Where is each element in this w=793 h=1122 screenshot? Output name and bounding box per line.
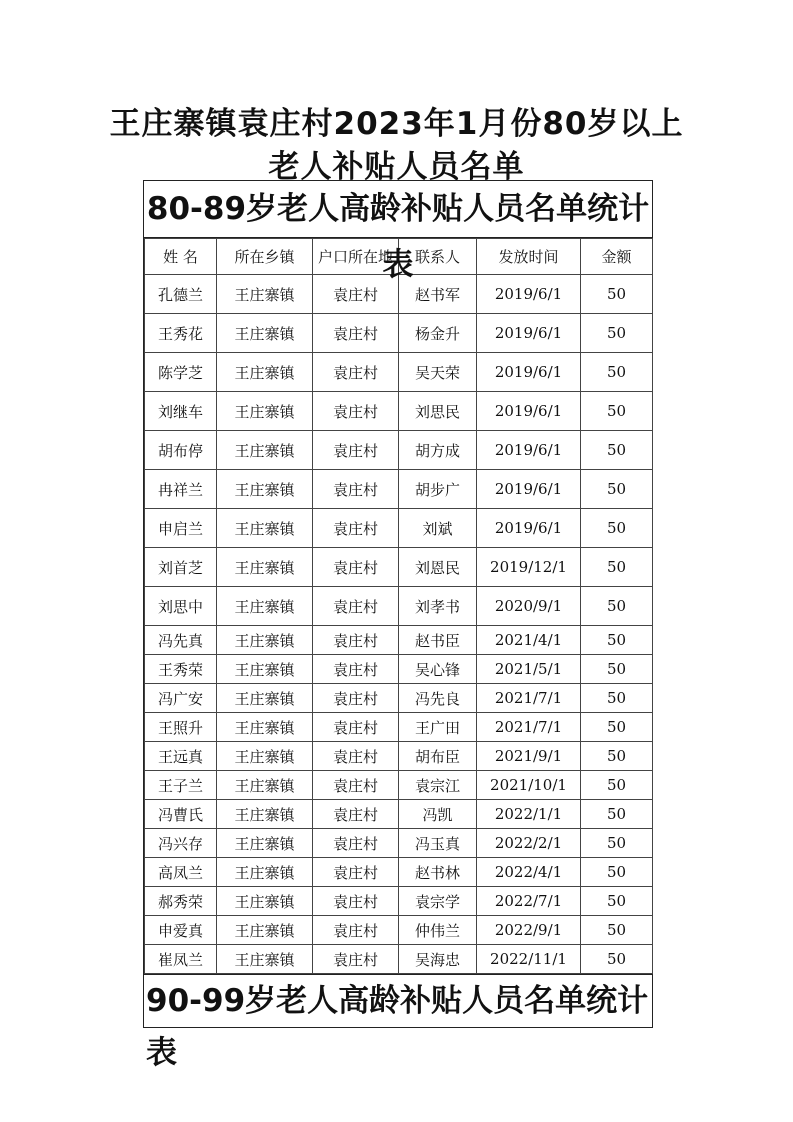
cell-residence: 袁庄村 [313, 509, 399, 548]
cell-issue-date: 2021/4/1 [477, 626, 581, 655]
header-township: 所在乡镇 [217, 239, 313, 275]
cell-contact: 刘思民 [399, 392, 477, 431]
cell-name: 崔凤兰 [145, 945, 217, 974]
cell-name: 高凤兰 [145, 858, 217, 887]
table-row [145, 742, 653, 771]
cell-contact: 刘恩民 [399, 548, 477, 587]
table-row [145, 470, 653, 509]
table-row [145, 858, 653, 887]
cell-residence: 袁庄村 [313, 945, 399, 974]
cell-residence: 袁庄村 [313, 858, 399, 887]
cell-issue-date: 2022/4/1 [477, 858, 581, 887]
table-row [145, 392, 653, 431]
cell-contact: 胡步广 [399, 470, 477, 509]
cell-issue-date: 2021/7/1 [477, 713, 581, 742]
cell-issue-date: 2022/1/1 [477, 800, 581, 829]
cell-township: 王庄寨镇 [217, 829, 313, 858]
header-issue-date: 发放时间 [477, 239, 581, 275]
cell-residence: 袁庄村 [313, 587, 399, 626]
cell-issue-date: 2019/6/1 [477, 275, 581, 314]
cell-township: 王庄寨镇 [217, 713, 313, 742]
cell-residence: 袁庄村 [313, 626, 399, 655]
cell-amount: 50 [581, 800, 653, 829]
cell-township: 王庄寨镇 [217, 587, 313, 626]
cell-amount: 50 [581, 916, 653, 945]
document-title-line2: 老人补贴人员名单 [268, 149, 525, 185]
cell-issue-date: 2019/6/1 [477, 392, 581, 431]
cell-name: 冉祥兰 [145, 470, 217, 509]
cell-name: 刘继车 [145, 392, 217, 431]
document-title-line1: 王庄寨镇袁庄村2023年1月份80岁以上 [109, 106, 684, 142]
cell-township: 王庄寨镇 [217, 916, 313, 945]
cell-amount: 50 [581, 626, 653, 655]
cell-contact: 赵书臣 [399, 626, 477, 655]
cell-amount: 50 [581, 587, 653, 626]
cell-contact: 冯玉真 [399, 829, 477, 858]
cell-amount: 50 [581, 945, 653, 974]
table-row [145, 800, 653, 829]
cell-issue-date: 2019/12/1 [477, 548, 581, 587]
cell-residence: 袁庄村 [313, 829, 399, 858]
cell-issue-date: 2019/6/1 [477, 314, 581, 353]
cell-issue-date: 2021/9/1 [477, 742, 581, 771]
cell-township: 王庄寨镇 [217, 353, 313, 392]
cell-contact: 胡方成 [399, 431, 477, 470]
cell-township: 王庄寨镇 [217, 684, 313, 713]
table-row [145, 771, 653, 800]
cell-amount: 50 [581, 713, 653, 742]
cell-contact: 吴天荣 [399, 353, 477, 392]
cell-amount: 50 [581, 887, 653, 916]
table-row [145, 945, 653, 974]
cell-contact: 刘斌 [399, 509, 477, 548]
cell-township: 王庄寨镇 [217, 470, 313, 509]
subsidy-table [144, 238, 653, 974]
cell-issue-date: 2022/2/1 [477, 829, 581, 858]
cell-issue-date: 2019/6/1 [477, 470, 581, 509]
cell-township: 王庄寨镇 [217, 275, 313, 314]
table-row [145, 509, 653, 548]
cell-township: 王庄寨镇 [217, 800, 313, 829]
cell-contact: 王广田 [399, 713, 477, 742]
cell-amount: 50 [581, 548, 653, 587]
table-row [145, 713, 653, 742]
cell-contact: 吴心锋 [399, 655, 477, 684]
cell-residence: 袁庄村 [313, 800, 399, 829]
cell-name: 冯先真 [145, 626, 217, 655]
cell-name: 胡布停 [145, 431, 217, 470]
cell-name: 郝秀荣 [145, 887, 217, 916]
cell-name: 刘首芝 [145, 548, 217, 587]
cell-name: 王秀荣 [145, 655, 217, 684]
cell-issue-date: 2021/7/1 [477, 684, 581, 713]
cell-amount: 50 [581, 275, 653, 314]
section1-title: 80-89岁老人高龄补贴人员名单统计表 [144, 181, 652, 238]
cell-name: 孔德兰 [145, 275, 217, 314]
cell-name: 冯广安 [145, 684, 217, 713]
cell-issue-date: 2022/9/1 [477, 916, 581, 945]
cell-amount: 50 [581, 470, 653, 509]
cell-residence: 袁庄村 [313, 887, 399, 916]
cell-residence: 袁庄村 [313, 684, 399, 713]
cell-name: 刘思中 [145, 587, 217, 626]
header-residence: 户口所在地 [313, 239, 399, 275]
cell-issue-date: 2021/5/1 [477, 655, 581, 684]
cell-contact: 袁宗江 [399, 771, 477, 800]
table-row [145, 684, 653, 713]
cell-contact: 吴海忠 [399, 945, 477, 974]
cell-issue-date: 2020/9/1 [477, 587, 581, 626]
cell-residence: 袁庄村 [313, 771, 399, 800]
cell-township: 王庄寨镇 [217, 392, 313, 431]
cell-issue-date: 2021/10/1 [477, 771, 581, 800]
cell-name: 王远真 [145, 742, 217, 771]
table-row [145, 314, 653, 353]
cell-name: 王照升 [145, 713, 217, 742]
cell-issue-date: 2022/11/1 [477, 945, 581, 974]
cell-township: 王庄寨镇 [217, 887, 313, 916]
cell-amount: 50 [581, 655, 653, 684]
cell-amount: 50 [581, 742, 653, 771]
cell-amount: 50 [581, 392, 653, 431]
cell-name: 冯兴存 [145, 829, 217, 858]
cell-contact: 胡布臣 [399, 742, 477, 771]
cell-amount: 50 [581, 771, 653, 800]
cell-residence: 袁庄村 [313, 431, 399, 470]
cell-township: 王庄寨镇 [217, 626, 313, 655]
cell-name: 王秀花 [145, 314, 217, 353]
cell-name: 陈学芝 [145, 353, 217, 392]
cell-amount: 50 [581, 314, 653, 353]
cell-township: 王庄寨镇 [217, 431, 313, 470]
cell-amount: 50 [581, 509, 653, 548]
cell-name: 申爱真 [145, 916, 217, 945]
cell-township: 王庄寨镇 [217, 314, 313, 353]
table-row [145, 916, 653, 945]
cell-residence: 袁庄村 [313, 655, 399, 684]
cell-contact: 冯先良 [399, 684, 477, 713]
cell-issue-date: 2019/6/1 [477, 431, 581, 470]
cell-township: 王庄寨镇 [217, 771, 313, 800]
cell-residence: 袁庄村 [313, 916, 399, 945]
cell-township: 王庄寨镇 [217, 509, 313, 548]
cell-residence: 袁庄村 [313, 275, 399, 314]
cell-contact: 赵书林 [399, 858, 477, 887]
table-row [145, 548, 653, 587]
cell-contact: 袁宗学 [399, 887, 477, 916]
cell-amount: 50 [581, 684, 653, 713]
cell-name: 申启兰 [145, 509, 217, 548]
cell-name: 王子兰 [145, 771, 217, 800]
subsidy-table-frame [143, 180, 653, 1071]
header-amount: 金额 [581, 239, 653, 275]
cell-township: 王庄寨镇 [217, 655, 313, 684]
cell-township: 王庄寨镇 [217, 945, 313, 974]
cell-issue-date: 2022/7/1 [477, 887, 581, 916]
cell-residence: 袁庄村 [313, 548, 399, 587]
cell-contact: 冯凯 [399, 800, 477, 829]
cell-contact: 刘孝书 [399, 587, 477, 626]
table-row [145, 353, 653, 392]
cell-township: 王庄寨镇 [217, 548, 313, 587]
table-row [145, 655, 653, 684]
cell-residence: 袁庄村 [313, 713, 399, 742]
cell-issue-date: 2019/6/1 [477, 509, 581, 548]
cell-name: 冯曹氏 [145, 800, 217, 829]
table-row [145, 829, 653, 858]
cell-residence: 袁庄村 [313, 314, 399, 353]
cell-residence: 袁庄村 [313, 470, 399, 509]
table-row [145, 626, 653, 655]
cell-residence: 袁庄村 [313, 392, 399, 431]
cell-residence: 袁庄村 [313, 353, 399, 392]
cell-township: 王庄寨镇 [217, 742, 313, 771]
cell-amount: 50 [581, 353, 653, 392]
cell-issue-date: 2019/6/1 [477, 353, 581, 392]
header-contact: 联系人 [399, 239, 477, 275]
section2-title: 90-99岁老人高龄补贴人员名单统计表 [144, 974, 652, 1027]
cell-township: 王庄寨镇 [217, 858, 313, 887]
cell-residence: 袁庄村 [313, 742, 399, 771]
table-row [145, 887, 653, 916]
cell-contact: 仲伟兰 [399, 916, 477, 945]
cell-amount: 50 [581, 431, 653, 470]
header-name: 姓 名 [145, 239, 217, 275]
cell-contact: 赵书军 [399, 275, 477, 314]
table-row [145, 431, 653, 470]
cell-amount: 50 [581, 829, 653, 858]
cell-contact: 杨金升 [399, 314, 477, 353]
table-row [145, 587, 653, 626]
cell-amount: 50 [581, 858, 653, 887]
